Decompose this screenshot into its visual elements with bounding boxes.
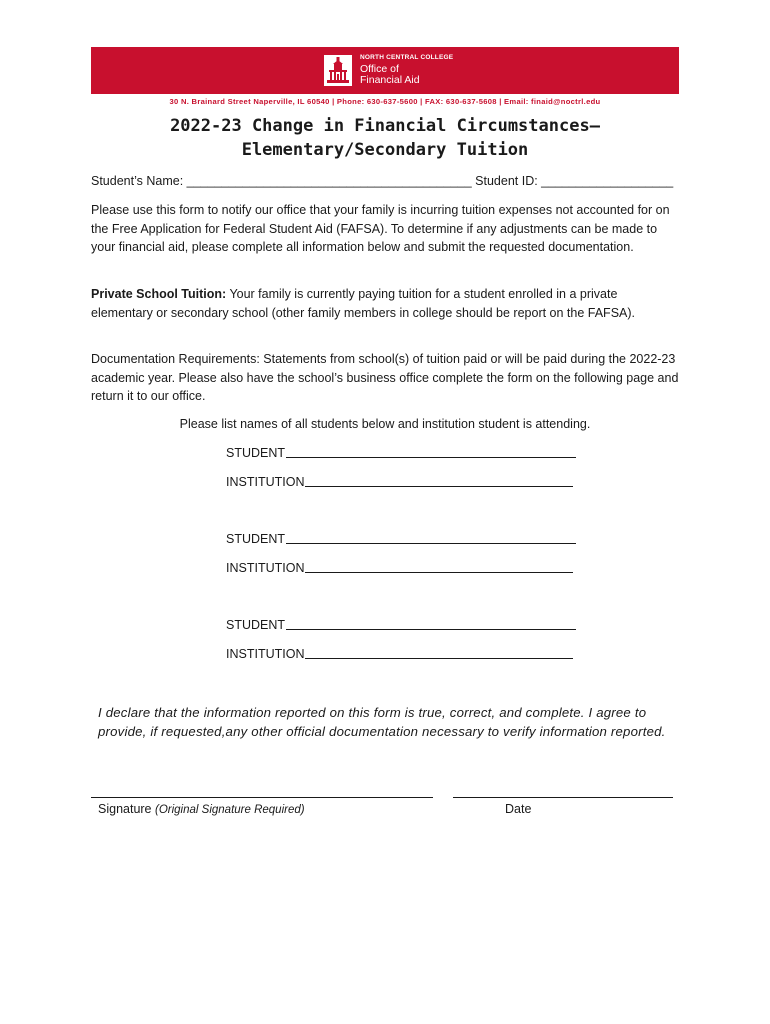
student-label: STUDENT xyxy=(226,532,286,546)
office-name-line1: Office of xyxy=(360,62,399,75)
intro-paragraph: Please use this form to notify our office that your family is incurring tuition expenses not accounted for on the Free Application for Federal Student Aid (FAFSA). To determine if any adjustments can be made to your financial aid, please complete all information below and submit the requested documentation. xyxy=(91,203,670,255)
list-instruction: Please list names of all students below and institution student is attending. xyxy=(179,417,591,431)
student-field[interactable] xyxy=(286,543,576,544)
private-tuition-text: Your family is currently paying tuition for a student enrolled in a private elementary or secondary school (other family members in college should be report on the FAFSA). xyxy=(91,287,636,320)
institution-field[interactable] xyxy=(305,658,573,659)
institution-entry-1[interactable] xyxy=(226,475,573,489)
contact-address: 30 N. Brainard Street Naperville, IL 60540 | Phone: 630-637-5600 | FAX: 630-637-5608 | Email: finaid@noctrl.edu xyxy=(169,97,601,106)
form-title xyxy=(91,114,679,162)
student-label: STUDENT xyxy=(226,618,286,632)
form-title-line1: 2022-23 Change in Financial Circumstances— xyxy=(170,116,600,136)
declaration-statement: I declare that the information reported on this form is true, correct, and complete. I agree to provide, if requested,any other official documentation necessary to verify information reported. xyxy=(98,705,666,739)
student-entry-1[interactable] xyxy=(226,446,576,460)
student-info-line[interactable]: Student’s Name: _________________________________________ Student ID: ___________________ xyxy=(91,174,674,188)
office-name-line2: Financial Aid xyxy=(360,73,420,86)
institution-label: INSTITUTION xyxy=(226,561,305,575)
date-line[interactable] xyxy=(453,797,673,798)
signature-line[interactable] xyxy=(91,797,433,798)
student-entry-3[interactable] xyxy=(226,618,576,632)
institution-entry-2[interactable] xyxy=(226,561,573,575)
student-entry-2[interactable] xyxy=(226,532,576,546)
institution-field[interactable] xyxy=(305,486,573,487)
institution-label: INSTITUTION xyxy=(226,647,305,661)
college-logo xyxy=(324,53,453,88)
institution-field[interactable] xyxy=(305,572,573,573)
documentation-paragraph: Documentation Requirements: Statements from school(s) of tuition paid or will be paid during the 2022-23 academic year. Please also have the school’s business office complete the form on the following page and return it to our office. xyxy=(91,352,679,404)
student-field[interactable] xyxy=(286,457,576,458)
private-tuition-paragraph xyxy=(91,285,681,322)
college-name: NORTH CENTRAL COLLEGE xyxy=(360,54,454,62)
building-icon xyxy=(324,55,352,86)
student-field[interactable] xyxy=(286,629,576,630)
form-title-line2: Elementary/Secondary Tuition xyxy=(241,140,529,160)
private-tuition-label: Private School Tuition: xyxy=(91,287,227,301)
signature-note: (Original Signature Required) xyxy=(155,804,305,816)
signature-label: Signature (Original Signature Required) xyxy=(98,802,305,816)
student-label: STUDENT xyxy=(226,446,286,460)
institution-entry-3[interactable] xyxy=(226,647,573,661)
institution-label: INSTITUTION xyxy=(226,475,305,489)
date-label: Date xyxy=(505,802,532,816)
